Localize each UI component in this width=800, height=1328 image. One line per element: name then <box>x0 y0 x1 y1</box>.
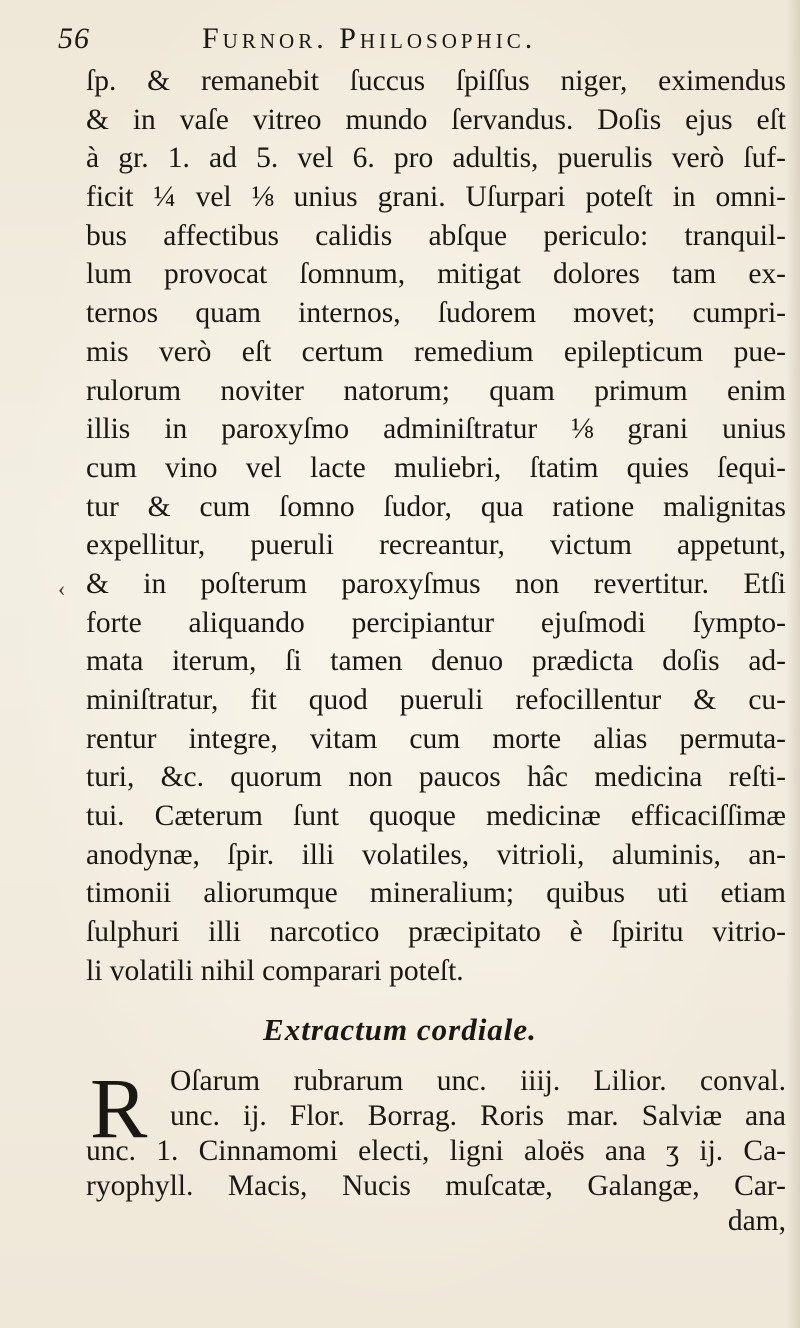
running-head: Furnor. Philosophic. <box>202 22 537 55</box>
text-line: rulorum noviter natorum; quam primum enim <box>86 374 786 407</box>
recipe-paragraph <box>86 1060 786 1239</box>
text-line: mata iterum, ſi tamen denuo prædicta doſis ad- <box>86 645 786 678</box>
text-line: & in vaſe vitreo mundo ſervandus. Doſis ejus eſt <box>86 103 786 136</box>
text-line: cum vino vel lacte muliebri, ſtatim quies ſequi- <box>86 451 786 484</box>
text-line: anodynæ, ſpir. illi volatiles, vitrioli, aluminis, an- <box>86 838 786 871</box>
body-text <box>86 62 786 991</box>
text-line: lum provocat ſomnum, mitigat dolores tam ex- <box>86 258 786 291</box>
page-header <box>58 22 758 62</box>
recipe-line: ryophyll. Macis, Nucis muſcatæ, Galangæ, Car- <box>86 1170 786 1202</box>
text-line: ſp. & remanebit ſuccus ſpiſſus niger, eximendus <box>86 65 786 97</box>
text-line: timonii aliorumque mineralium; quibus uti etiam <box>86 877 786 910</box>
margin-mark: ‹ <box>58 576 66 601</box>
text-line: bus affectibus calidis abſque periculo: tranquil- <box>86 219 786 252</box>
text-line: li volatili nihil comparari poteſt. <box>86 954 464 987</box>
text-line: miniſtratur, fit quod pueruli refocillentur & cu- <box>86 684 786 716</box>
page-edge-shadow <box>786 0 800 1328</box>
recipe-line: unc. ij. Flor. Borrag. Roris mar. Salviæ ana <box>170 1100 786 1132</box>
text-line: & in poſterum paroxyſmus non revertitur. Etſi <box>86 567 786 600</box>
section-title: Extractum cordiale. <box>263 1012 537 1047</box>
text-line: à gr. 1. ad 5. vel 6. pro adultis, puerulis verò ſuf- <box>86 142 786 175</box>
text-line: ſulphuri illi narcotico præcipitato è ſpiritu vitrio- <box>86 916 786 949</box>
text-line: rentur integre, vitam cum morte alias permuta- <box>86 722 786 755</box>
text-line: illis in paroxyſmo adminiſtratur ⅛ grani unius <box>86 413 786 446</box>
text-line: expellitur, pueruli recreantur, victum appetunt, <box>86 529 786 562</box>
recipe-line: Oſarum rubrarum unc. iiij. Lilior. conval. <box>170 1065 786 1097</box>
text-line: ficit ¼ vel ⅛ unius grani. Uſurpari poteſt in omni- <box>86 181 786 214</box>
page-number: 56 <box>58 22 90 55</box>
text-line: tur & cum ſomno ſudor, qua ratione malignitas <box>86 490 786 523</box>
catchword: dam, <box>727 1205 786 1237</box>
text-line: turi, &c. quorum non paucos hâc medicina reſti- <box>86 761 786 794</box>
recipe-line: unc. 1. Cinnamomi electi, ligni aloës ana ʒ ij. Ca- <box>86 1135 786 1167</box>
text-line: mis verò eſt certum remedium epilepticum pue- <box>86 335 786 368</box>
drop-cap: R <box>90 1060 148 1156</box>
text-line: forte aliquando percipiantur ejuſmodi ſympto- <box>86 606 786 639</box>
text-line: ternos quam internos, ſudorem movet; cumpri- <box>86 297 786 330</box>
text-line: tui. Cæterum ſunt quoque medicinæ efficaciſſimæ <box>86 800 786 833</box>
